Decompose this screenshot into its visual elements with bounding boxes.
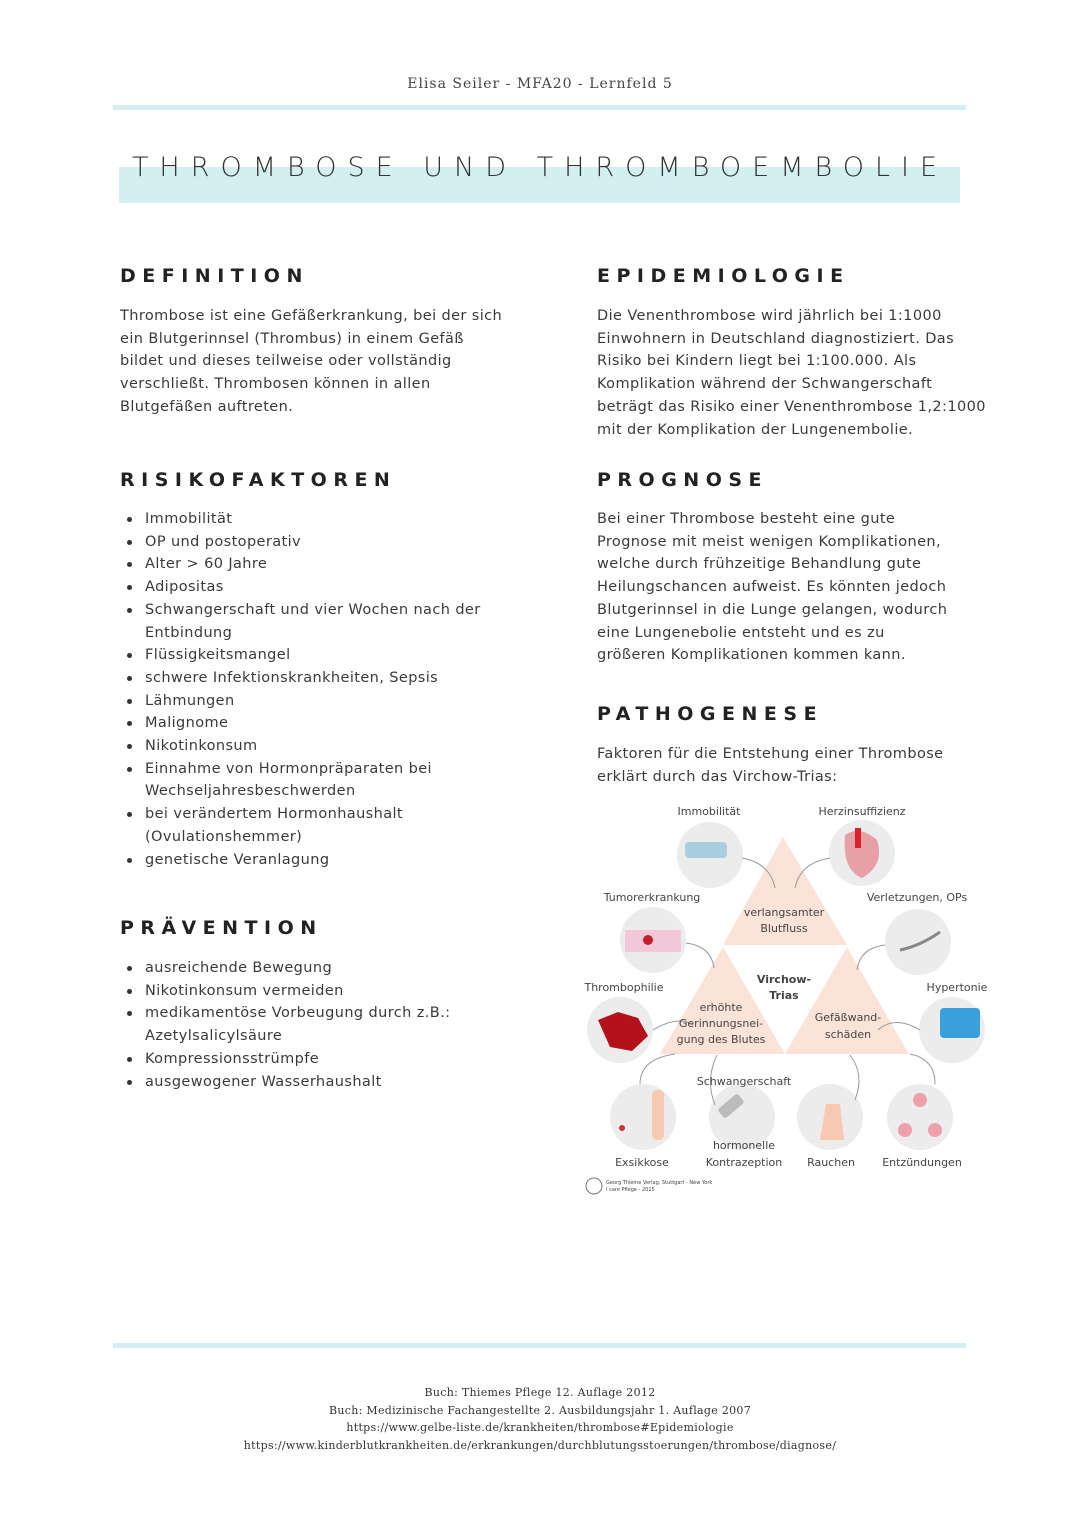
left-triangle-label: Gerinnungsnei- [678,1017,764,1030]
text-line: Risiko bei Kindern liegt bei 1:100.000. Als [597,353,917,370]
heading-risikofaktoren: RISIKOFAKTOREN [120,469,397,491]
label-schwangerschaft: Schwangerschaft [696,1075,792,1088]
page-title: THROMBOSE UND THROMBOEMBOLIE [131,152,949,183]
label-herzinsuffizienz: Herzinsuffizienz [818,805,906,818]
label-rauchen: Rauchen [807,1156,855,1169]
right-triangle-label: Gefäßwand- [814,1011,882,1024]
text-line: beträgt das Risiko einer Venenthrombose 1,2:1000 [597,398,986,415]
text-line: Buch: Thiemes Pflege 12. Auflage 2012 [424,1386,656,1399]
page-header: Elisa Seiler - MFA20 - Lernfeld 5 [407,76,673,92]
text-line: Faktoren für die Entstehung einer Thrombose [597,746,944,762]
credit-line: I care Pflege - 2015 [606,1187,655,1193]
label-hypertonie: Hypertonie [926,981,988,994]
list-item: Nikotinkonsum vermeiden [120,980,520,1003]
list-item: Immobilität [120,508,520,531]
credit-line: Georg Thieme Verlag, Stuttgart - New York [606,1180,713,1186]
sources [0,1384,1080,1454]
top-triangle-label: verlangsamter [743,906,825,919]
list-item: Kompressionsstrümpfe [120,1048,520,1071]
text-line: Blutgerinnsel in die Lunge gelangen, wodurch [597,601,948,618]
left-triangle-label: erhöhte [699,1001,743,1014]
publisher-logo [586,1178,602,1194]
label-exsikkose: Exsikkose [615,1156,669,1169]
list-item: schwere Infektionskrankheiten, Sepsis [120,667,520,690]
text-line: Die Venenthrombose wird jährlich bei 1:1000 [597,308,942,324]
text-line: Prognose mit meist wenigen Komplikationen, [597,533,942,550]
text-line: Komplikation während der Schwangerschaft [597,376,933,393]
center-label: Trias [769,989,799,1002]
label-thrombophilie: Thrombophilie [584,981,664,994]
footer-divider [113,1343,966,1348]
list-item: Schwangerschaft und vier Wochen nach der Entbindung [120,599,520,644]
label-immobilitaet: Immobilität [677,805,741,818]
text-line: eine Lungenebolie entsteht und es zu [597,624,885,641]
label-tumorerkrankung: Tumorerkrankung [603,891,701,904]
list-item: genetische Veranlagung [120,849,520,872]
text-line: https://www.gelbe-liste.de/krankheiten/thrombose#Epidemiologie [346,1421,734,1434]
center-label: Virchow- [756,973,812,986]
label-verletzungen: Verletzungen, OPs [866,891,968,904]
label-entzuendungen: Entzündungen [882,1156,962,1169]
label-kontrazeption: Kontrazeption [705,1156,783,1169]
text-line: erklärt durch das Virchow-Trias: [597,768,838,785]
text-line: welche durch frühzeitige Behandlung gute [597,556,922,573]
list-item: OP und postoperativ [120,531,520,554]
list-item: bei verändertem Hormonhaushalt (Ovulationshemmer) [120,803,520,848]
text-line: Heilungschancen aufweist. Es könnten jedoch [597,579,947,596]
label-hormonelle: hormonelle [712,1139,776,1152]
text-line: https://www.kinderblutkrankheiten.de/erkrankungen/durchblutungsstoerungen/thrombose/diagnose/ [243,1438,837,1452]
text-line: Bei einer Thrombose besteht eine gute [597,511,896,527]
top-triangle-label: Blutfluss [760,922,808,935]
heading-epidemiologie: EPIDEMIOLOGIE [597,265,850,287]
list-item: ausreichende Bewegung [120,957,520,980]
text-line: Blutgefäßen auftreten. [120,398,294,415]
text-line: Einwohnern in Deutschland diagnostiziert. Das [597,330,955,347]
text-line: bildet und dieses teilweise oder vollständig [120,353,452,370]
list-item: Lähmungen [120,690,520,713]
right-triangle-label: schäden [824,1028,872,1041]
list-item: Malignome [120,712,520,735]
text-line: Thrombose ist eine Gefäßerkrankung, bei der sich [120,308,503,324]
text-line: verschließt. Thrombosen können in allen [120,376,431,393]
text-line: ein Blutgerinnsel (Thrombus) in einem Gefäß [120,330,464,347]
text-line: Buch: Medizinische Fachangestellte 2. Ausbildungsjahr 1. Auflage 2007 [328,1403,752,1417]
scalpel-icon [885,909,951,975]
text-line: größeren Komplikationen kommen kann. [597,647,906,664]
heading-prognose: PROGNOSE [597,469,769,491]
list-item: medikamentöse Vorbeugung durch z.B.: Azetylsalicylsäure [120,1002,520,1047]
list-item: ausgewogener Wasserhaushalt [120,1071,520,1094]
heading-pathogenese: PATHOGENESE [597,703,824,725]
list-item: Alter > 60 Jahre [120,553,520,576]
list-item: Nikotinkonsum [120,735,520,758]
list-item: Einnahme von Hormonpräparaten bei Wechseljahresbeschwerden [120,758,520,803]
heading-praevention: PRÄVENTION [120,917,323,939]
heading-definition: DEFINITION [120,265,309,287]
list-item: Adipositas [120,576,520,599]
dehydration-icon [610,1084,676,1150]
list-item: Flüssigkeitsmangel [120,644,520,667]
text-line: mit der Komplikation der Lungenembolie. [597,421,914,438]
left-triangle-label: gung des Blutes [676,1033,766,1046]
